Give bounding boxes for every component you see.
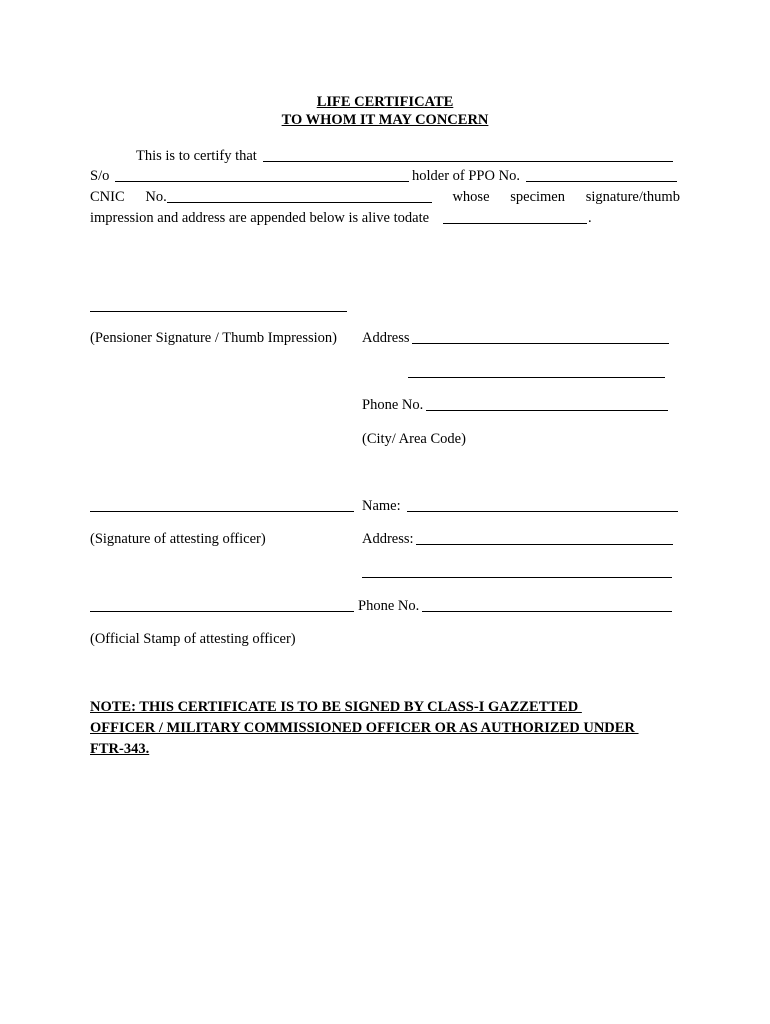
pensioner-phone-line[interactable] xyxy=(426,410,668,411)
title-line-1: LIFE CERTIFICATE xyxy=(316,94,454,110)
note-line-1: NOTE: THIS CERTIFICATE IS TO BE SIGNED BY CLASS-I GAZZETTED xyxy=(90,699,582,715)
date-line[interactable] xyxy=(443,223,587,224)
whose-word: whose xyxy=(452,189,490,205)
pensioner-phone-label: Phone No. xyxy=(362,397,424,413)
pensioner-name-line[interactable] xyxy=(263,161,673,162)
cnic-number-line[interactable] xyxy=(167,189,432,203)
title-line-2: TO WHOM IT MAY CONCERN xyxy=(281,112,489,128)
father-name-line[interactable] xyxy=(115,181,409,182)
cnic-line xyxy=(90,189,680,206)
period: . xyxy=(588,210,592,226)
attesting-signature-line[interactable] xyxy=(90,511,354,512)
specimen-word: specimen xyxy=(510,189,565,205)
attesting-name-label: Name: xyxy=(362,498,401,514)
attesting-phone-label: Phone No. xyxy=(358,598,420,614)
pensioner-address-line-2[interactable] xyxy=(408,377,665,378)
attesting-address-label: Address: xyxy=(362,531,414,547)
so-label: S/o xyxy=(90,168,110,184)
official-stamp-label: (Official Stamp of attesting officer) xyxy=(90,631,296,647)
pensioner-signature-line[interactable] xyxy=(90,311,347,312)
note-line-3: FTR-343. xyxy=(90,741,150,757)
attesting-address-line-2[interactable] xyxy=(362,577,672,578)
cnic-label: CNIC xyxy=(90,189,125,205)
attesting-signature-label: (Signature of attesting officer) xyxy=(90,531,266,547)
ppo-label: holder of PPO No. xyxy=(412,168,520,184)
cnic-no-label: No. xyxy=(145,189,167,205)
note-line-2: OFFICER / MILITARY COMMISSIONED OFFICER OR AS AUTHORIZED UNDER xyxy=(90,720,639,736)
pensioner-address-line-1[interactable] xyxy=(412,343,669,344)
ppo-number-line[interactable] xyxy=(526,181,677,182)
pensioner-signature-label: (Pensioner Signature / Thumb Impression) xyxy=(90,330,338,346)
cnic-no-group xyxy=(145,189,431,206)
city-area-code-label: (City/ Area Code) xyxy=(362,431,466,447)
attesting-name-line[interactable] xyxy=(407,511,678,512)
attesting-address-line-1[interactable] xyxy=(416,544,673,545)
pensioner-address-label: Address xyxy=(362,330,410,346)
signature-thumb-word: signature/thumb xyxy=(585,189,680,205)
official-stamp-line[interactable] xyxy=(90,611,354,612)
attesting-phone-line[interactable] xyxy=(422,611,672,612)
certify-text: This is to certify that xyxy=(136,148,257,164)
impression-text: impression and address are appended below is alive todate xyxy=(90,210,430,226)
